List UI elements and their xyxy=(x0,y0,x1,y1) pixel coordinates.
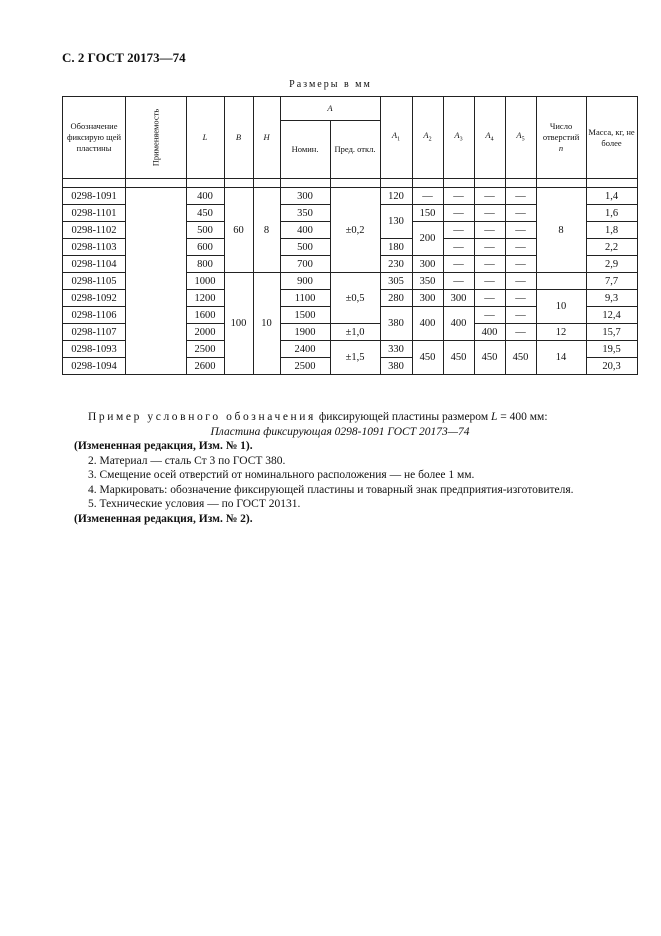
header-A3: $A_3$ xyxy=(443,97,474,179)
table-row: 0298-1106 1600 1500 380 400 400 — — 12,4 xyxy=(63,307,638,324)
header-A: A xyxy=(280,97,380,121)
table-row: 0298-1103 600 500 180 — — — 2,2 xyxy=(63,239,638,256)
header-designation: Обозначение фиксирую щей пластины xyxy=(63,97,126,179)
header-A-nom: Номин. xyxy=(280,121,330,179)
change-note-1: (Измененная редакция, Изм. № 1). xyxy=(74,440,253,452)
dimensions-table xyxy=(62,96,638,375)
note-4: 4. Маркировать: обозначение фиксирующей пластины и товарный знак предприятия-изготовителя. xyxy=(88,483,574,496)
header-A4: $A_4$ xyxy=(474,97,505,179)
table-row: 0298-1094 2600 2500 380 20,3 xyxy=(63,358,638,375)
table-row: 0298-1102 500 400 200 — — — 1,8 xyxy=(63,222,638,239)
dimensions-table-wrap xyxy=(62,96,638,375)
header-H: H xyxy=(253,97,280,179)
example-line: Пример условного обозначения фиксирующей пластины размером L = 400 мм: xyxy=(88,411,548,423)
table-row: 0298-1104 800 700 230 300 — — — 2,9 xyxy=(63,256,638,273)
header-A-tol: Пред. откл. xyxy=(330,121,380,179)
example-designation: Пластина фиксирующая 0298-1091 ГОСТ 20173—74 xyxy=(210,425,470,438)
table-row: 0298-1093 2500 2400 ±1,5 330 450 450 450 450 14 19,5 xyxy=(63,341,638,358)
table-row: 0298-1092 1200 1100 280 300 300 — — 10 9,3 xyxy=(63,290,638,307)
table-row: 0298-1105 1000 100 10 900 ±0,5 305 350 — — — 7,7 xyxy=(63,273,638,290)
table-row: 0298-1101 450 350 130 150 — — — 1,6 xyxy=(63,205,638,222)
note-3: 3. Смещение осей отверстий от номинального расположения — не более 1 мм. xyxy=(88,469,475,481)
page-header: С. 2 ГОСТ 20173—74 xyxy=(62,50,186,65)
header-L: L xyxy=(186,97,224,179)
header-holes: Число отверстий n xyxy=(536,97,586,179)
change-note-2: (Измененная редакция, Изм. № 2). xyxy=(74,512,253,525)
header-B: B xyxy=(224,97,253,179)
table-row: 0298-1091 400 60 8 300 ±0,2 120 — — — — 8 1,4 xyxy=(63,188,638,205)
header-A2: $A_2$ xyxy=(412,97,443,179)
notes-block xyxy=(74,410,606,526)
header-mass: Масса, кг, не более xyxy=(586,97,637,179)
header-A1: $A_1$ xyxy=(380,97,412,179)
note-5: 5. Технические условия — по ГОСТ 20131. xyxy=(88,498,301,510)
note-2: 2. Материал — сталь Ст 3 по ГОСТ 380. xyxy=(88,454,286,467)
table-caption: Размеры в мм xyxy=(289,79,372,90)
header-applicability: Применяемость xyxy=(126,97,187,179)
table-row: 0298-1107 2000 1900 ±1,0 400 — 12 15,7 xyxy=(63,324,638,341)
header-A5: $A_5$ xyxy=(505,97,536,179)
